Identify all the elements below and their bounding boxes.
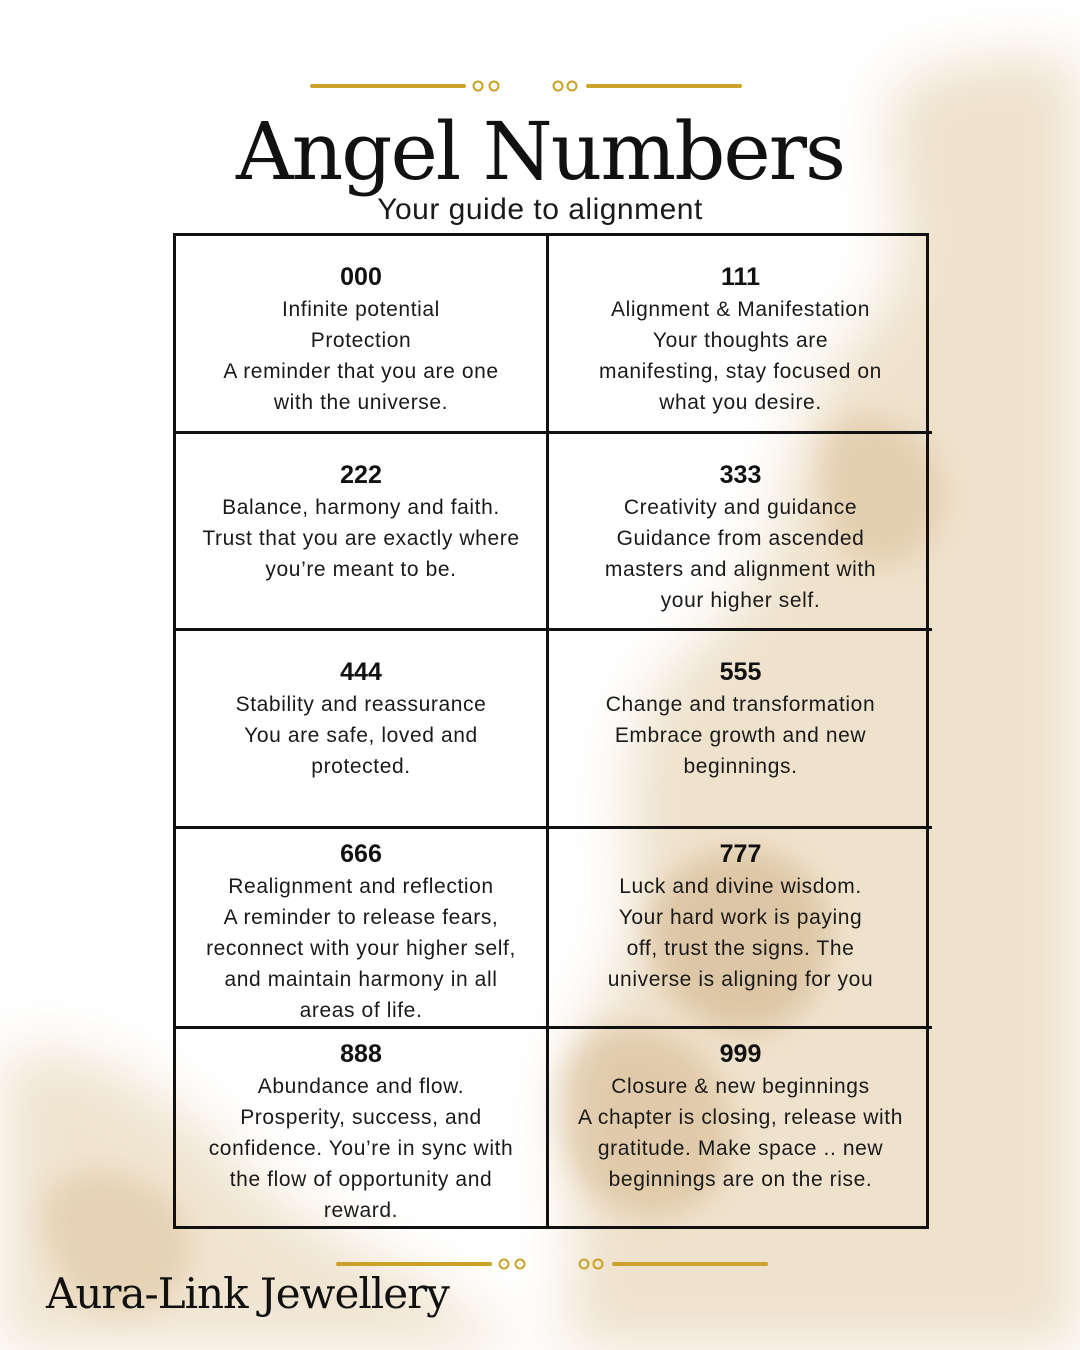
card-666 [176,829,549,1029]
card-000 [176,236,549,434]
card-line: and maintain harmony in all [224,967,498,991]
card-line: Protection [310,329,412,352]
card-line: Your thoughts are [652,329,829,352]
card-line: protected. [311,755,411,778]
card-line: Luck and divine wisdom. [619,874,862,898]
card-number: 666 [340,839,382,868]
card-number: 777 [719,839,762,868]
card-line: A reminder to release fears, [223,905,499,929]
card-line: your higher self. [660,588,821,612]
card-line: Trust that you are exactly where [202,526,520,550]
card-number: 000 [340,263,382,291]
card-number: 888 [340,1039,382,1068]
card-number: 555 [719,658,762,686]
card-number: 222 [340,460,382,489]
card-line: areas of life. [299,998,423,1022]
card-line: Prosperity, success, and [240,1105,482,1129]
card-line: what you desire. [659,391,822,414]
card-number: 333 [719,460,762,489]
card-444 [176,631,549,829]
card-777 [549,829,932,1029]
card-line: Closure & new beginnings [611,1074,870,1098]
card-line: confidence. You’re in sync with [208,1136,514,1160]
card-line: manifesting, stay focused on [599,360,882,383]
card-line: A chapter is closing, release with [577,1105,904,1129]
moon-divider-top [310,62,742,110]
card-line: gratitude. Make space .. new [597,1136,884,1160]
card-line: the flow of opportunity and [229,1167,493,1191]
card-line: masters and alignment with [604,557,877,581]
card-555 [549,631,932,829]
card-line: beginnings are on the rise. [608,1167,873,1191]
angel-number-grid [173,233,929,1229]
card-line: universe is aligning for you [607,967,874,991]
card-number: 444 [340,658,382,686]
card-111 [549,236,932,434]
card-999 [549,1029,932,1227]
crescent-moon-icon [548,1246,566,1282]
card-line: you’re meant to be. [265,557,457,581]
brand-logo-text: Aura-Link Jewellery [46,1269,449,1318]
page-subtitle: Your guide to alignment [377,193,703,226]
card-line: Realignment and reflection [228,874,494,898]
card-line: Stability and reassurance [235,693,487,716]
card-line: Change and transformation [605,693,876,716]
card-line: Balance, harmony and faith. [222,495,500,519]
card-222 [176,434,549,632]
card-line: Your hard work is paying [618,905,863,929]
card-888 [176,1029,549,1227]
card-line: beginnings. [683,755,798,778]
card-line: You are safe, loved and [244,724,478,747]
card-line: Abundance and flow. [257,1074,465,1098]
card-line: A reminder that you are one [223,360,499,383]
card-line: Guidance from ascended [616,526,865,550]
page-title: Angel Numbers [235,105,845,198]
card-line: Creativity and guidance [623,495,858,519]
card-line: Alignment & Manifestation [611,298,870,321]
card-number: 111 [721,263,760,291]
crescent-moon-icon [522,68,540,104]
card-number: 999 [719,1039,762,1068]
card-line: reconnect with your higher self, [206,936,516,960]
card-line: Embrace growth and new [614,724,867,747]
card-line: Infinite potential [282,298,440,321]
card-333 [549,434,932,632]
card-line: reward. [323,1198,399,1222]
card-line: off, trust the signs. The [626,936,855,960]
card-line: with the universe. [273,391,449,414]
